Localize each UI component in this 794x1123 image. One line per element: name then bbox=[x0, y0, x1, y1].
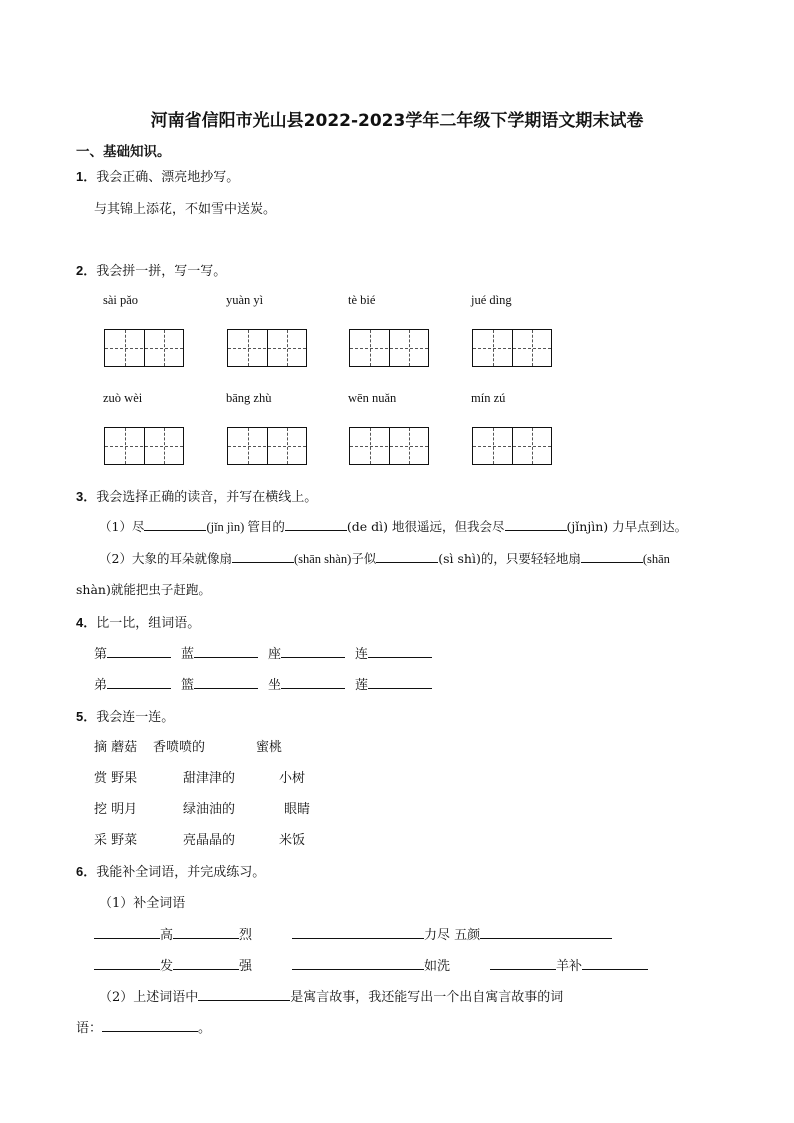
char-label: 篮 bbox=[181, 678, 195, 693]
text-segment: 如洗 bbox=[424, 959, 451, 974]
writing-grid[interactable] bbox=[349, 427, 429, 465]
text-segment: shàn)就能把虫子赶跑。 bbox=[76, 582, 211, 597]
question-5 bbox=[76, 706, 174, 725]
answer-blank[interactable] bbox=[198, 988, 290, 1001]
answer-blank[interactable] bbox=[173, 926, 239, 939]
text-segment: 羊补 bbox=[556, 959, 583, 974]
writing-grid[interactable] bbox=[472, 329, 552, 367]
pinyin-label: mín zú bbox=[471, 391, 506, 405]
match-item[interactable]: 香喷喷的 bbox=[153, 740, 206, 755]
pinyin-label: bāng zhù bbox=[226, 391, 272, 405]
match-item[interactable]: 摘 蘑菇 bbox=[94, 740, 138, 755]
question-number: 3． bbox=[76, 489, 97, 504]
question-number: 6． bbox=[76, 864, 97, 879]
answer-blank[interactable] bbox=[292, 957, 424, 970]
subquestion-2-cont bbox=[76, 1017, 211, 1036]
text-segment: (shān shàn)子似 bbox=[293, 552, 377, 566]
answer-blank[interactable] bbox=[194, 645, 258, 658]
match-item[interactable]: 赏 野果 bbox=[94, 771, 138, 786]
text-segment: (jǐnjìn) 力早点到达。 bbox=[566, 519, 688, 534]
text-segment: 是寓言故事，我还能写出一个出自寓言故事的词 bbox=[290, 990, 564, 1005]
question-text: 我会连一连。 bbox=[96, 710, 175, 725]
pinyin-label: yuàn yì bbox=[226, 293, 264, 307]
answer-blank[interactable] bbox=[285, 518, 347, 531]
match-item[interactable]: 眼睛 bbox=[284, 802, 311, 817]
pinyin-label: wēn nuǎn bbox=[348, 391, 397, 405]
text-segment: 语： bbox=[76, 1021, 103, 1036]
question-text: 我会正确、漂亮地抄写。 bbox=[96, 170, 240, 185]
text-segment: (jǐn jìn) 管目的 bbox=[206, 520, 285, 534]
answer-blank[interactable] bbox=[94, 957, 160, 970]
answer-blank[interactable] bbox=[281, 645, 345, 658]
text-segment: 发 bbox=[160, 959, 174, 974]
answer-blank[interactable] bbox=[107, 645, 171, 658]
answer-blank[interactable] bbox=[581, 550, 643, 563]
pinyin-label: zuò wèi bbox=[103, 391, 143, 405]
char-label: 弟 bbox=[94, 678, 108, 693]
char-label: 座 bbox=[268, 647, 282, 662]
match-item[interactable]: 绿油油的 bbox=[183, 802, 236, 817]
char-label: 连 bbox=[355, 647, 369, 662]
answer-blank[interactable] bbox=[194, 676, 258, 689]
question-number: 4． bbox=[76, 615, 97, 630]
writing-grid[interactable] bbox=[104, 427, 184, 465]
char-label: 第 bbox=[94, 647, 108, 662]
idiom-row bbox=[292, 955, 450, 974]
match-item[interactable]: 亮晶晶的 bbox=[183, 833, 236, 848]
text-segment: 强 bbox=[239, 959, 253, 974]
idiom-row bbox=[94, 955, 252, 974]
text-segment: (sì shì)的，只要轻轻地扇 bbox=[438, 551, 581, 566]
text-segment: （2）大象的耳朵就像扇 bbox=[99, 551, 232, 566]
writing-grid[interactable] bbox=[227, 329, 307, 367]
question-6 bbox=[76, 861, 265, 880]
char-label: 坐 bbox=[268, 678, 282, 693]
idiom-row bbox=[292, 924, 612, 943]
word-row bbox=[94, 643, 432, 662]
question-2 bbox=[76, 260, 226, 279]
text-segment: (de dì) 地很遥远，但我会尽 bbox=[346, 519, 505, 534]
pinyin-label: jué dìng bbox=[471, 293, 512, 307]
answer-blank[interactable] bbox=[94, 926, 160, 939]
text-segment: 。 bbox=[198, 1021, 212, 1036]
question-3 bbox=[76, 486, 317, 505]
match-item[interactable]: 挖 明月 bbox=[94, 802, 138, 817]
writing-grid[interactable] bbox=[349, 329, 429, 367]
question-text: 我会选择正确的读音，并写在横线上。 bbox=[96, 490, 318, 505]
word-row bbox=[94, 674, 432, 693]
question-number: 5． bbox=[76, 709, 97, 724]
writing-grid[interactable] bbox=[104, 329, 184, 367]
idiom-row bbox=[490, 955, 648, 974]
question-text: 比一比，组词语。 bbox=[96, 616, 201, 631]
answer-blank[interactable] bbox=[102, 1019, 198, 1032]
writing-grid[interactable] bbox=[472, 427, 552, 465]
answer-blank[interactable] bbox=[480, 926, 612, 939]
match-item[interactable]: 小树 bbox=[279, 771, 306, 786]
idiom-row bbox=[94, 924, 252, 943]
text-segment: (shān bbox=[642, 552, 670, 566]
char-label: 莲 bbox=[355, 678, 369, 693]
section-heading: 一、基础知识。 bbox=[76, 144, 171, 160]
pinyin-label: tè bié bbox=[348, 293, 376, 307]
page-title: 河南省信阳市光山县2022-2023学年二年级下学期语文期末试卷 bbox=[150, 111, 644, 131]
char-label: 蓝 bbox=[181, 647, 195, 662]
q3-sentence-2 bbox=[99, 549, 670, 567]
question-1 bbox=[76, 166, 239, 185]
answer-blank[interactable] bbox=[292, 926, 424, 939]
question-number: 1． bbox=[76, 169, 97, 184]
text-segment: （2）上述词语中 bbox=[99, 990, 199, 1005]
question-4 bbox=[76, 612, 200, 631]
pinyin-label: sài pǎo bbox=[103, 293, 139, 307]
question-text: 我会拼一拼，写一写。 bbox=[96, 264, 227, 279]
question-text: 我能补全词语，并完成练习。 bbox=[96, 865, 266, 880]
text-segment: 力尽 五颜 bbox=[424, 928, 481, 943]
writing-grid[interactable] bbox=[227, 427, 307, 465]
q3-sentence-1 bbox=[99, 517, 687, 535]
copy-sentence: 与其锦上添花，不如雪中送炭。 bbox=[94, 202, 277, 217]
answer-blank[interactable] bbox=[368, 676, 432, 689]
answer-blank[interactable] bbox=[281, 676, 345, 689]
match-item[interactable]: 采 野菜 bbox=[94, 833, 138, 848]
text-segment: （1）尽 bbox=[99, 519, 145, 534]
answer-blank[interactable] bbox=[582, 957, 648, 970]
answer-blank[interactable] bbox=[232, 550, 294, 563]
text-segment: 烈 bbox=[239, 928, 253, 943]
subquestion-label: （1）补全词语 bbox=[99, 896, 186, 911]
question-number: 2． bbox=[76, 263, 97, 278]
match-item[interactable]: 蜜桃 bbox=[256, 740, 283, 755]
answer-blank[interactable] bbox=[368, 645, 432, 658]
text-segment: 高 bbox=[160, 928, 174, 943]
answer-blank[interactable] bbox=[505, 518, 567, 531]
answer-blank[interactable] bbox=[173, 957, 239, 970]
answer-blank[interactable] bbox=[107, 676, 171, 689]
answer-blank[interactable] bbox=[144, 518, 206, 531]
answer-blank[interactable] bbox=[490, 957, 556, 970]
match-item[interactable]: 米饭 bbox=[279, 833, 306, 848]
answer-blank[interactable] bbox=[376, 550, 438, 563]
subquestion-2 bbox=[99, 986, 563, 1005]
match-item[interactable]: 甜津津的 bbox=[183, 771, 236, 786]
